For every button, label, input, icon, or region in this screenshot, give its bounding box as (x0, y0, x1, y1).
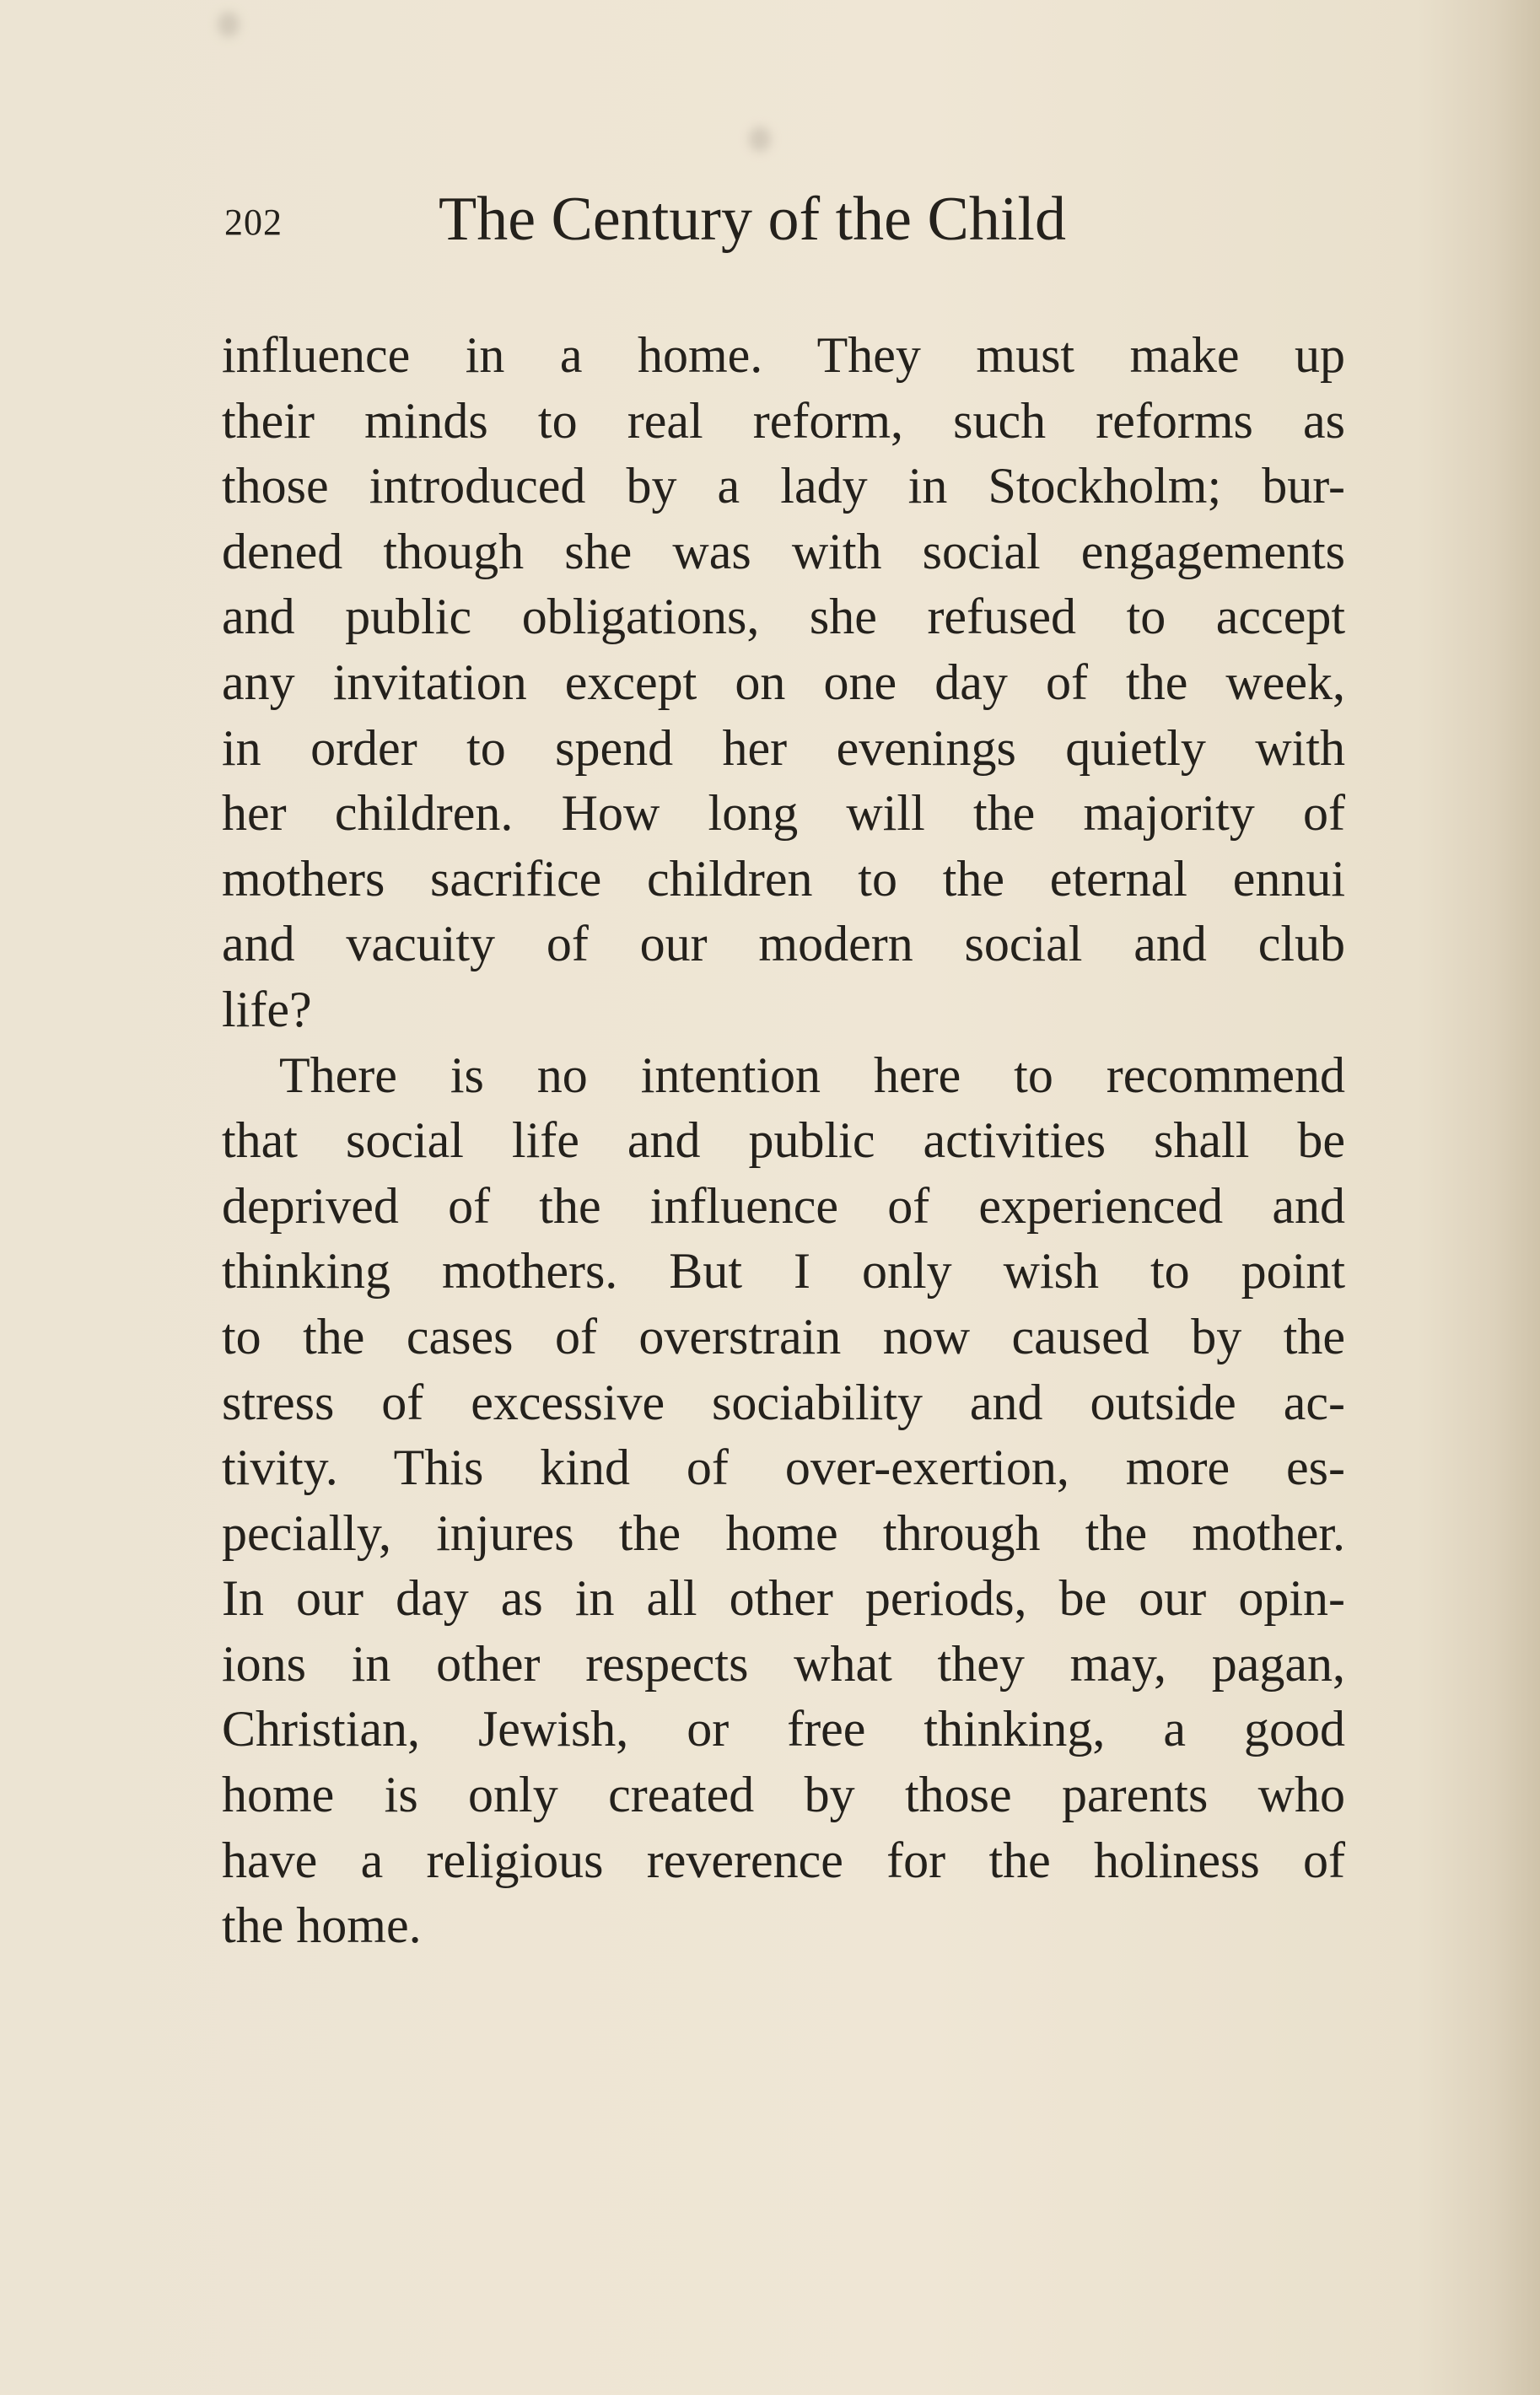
text-line: thinking mothers. But I only wish to point (222, 1243, 1345, 1300)
text-line: dened though she was with social engagements (222, 523, 1345, 579)
text-line: stress of excessive sociability and outside ac- (222, 1374, 1345, 1430)
text-line: in order to spend her evenings quietly with (222, 719, 1345, 776)
text-line: influence in a home. They must make up (222, 327, 1345, 383)
text-line: to the cases of overstrain now caused by the (222, 1308, 1345, 1364)
text-line: her children. How long will the majority of (222, 785, 1345, 842)
text-line: the home. (222, 1897, 422, 1954)
text-line: In our day as in all other periods, be our opin- (222, 1570, 1345, 1627)
page-smudge (749, 126, 771, 152)
text-line: those introduced by a lady in Stockholm; bur- (222, 458, 1345, 514)
body-text (222, 323, 1345, 1959)
text-line: Christian, Jewish, or free thinking, a good (222, 1701, 1345, 1757)
text-line: pecially, injures the home through the mother. (222, 1504, 1345, 1561)
text-line: any invitation except on one day of the week, (222, 654, 1345, 710)
text-line: and public obligations, she refused to accept (222, 589, 1345, 645)
text-line: ions in other respects what they may, pagan, (222, 1635, 1345, 1692)
page-smudge (218, 12, 240, 37)
text-line: mothers sacrifice children to the eternal ennui (222, 850, 1345, 907)
running-title: The Century of the Child (439, 185, 1066, 254)
text-line: their minds to real reform, such reforms as (222, 392, 1345, 449)
text-line: and vacuity of our modern social and club (222, 916, 1345, 972)
text-line: There is no intention here to recommend (279, 1047, 1345, 1103)
text-line: tivity. This kind of over-exertion, more es- (222, 1440, 1345, 1496)
text-line: life? (222, 981, 312, 1037)
text-line: deprived of the influence of experienced and (222, 1177, 1345, 1234)
text-line: home is only created by those parents who (222, 1767, 1345, 1823)
page-number: 202 (224, 202, 283, 243)
text-line: that social life and public activities shall be (222, 1112, 1345, 1169)
text-line: have a religious reverence for the holiness of (222, 1832, 1345, 1888)
